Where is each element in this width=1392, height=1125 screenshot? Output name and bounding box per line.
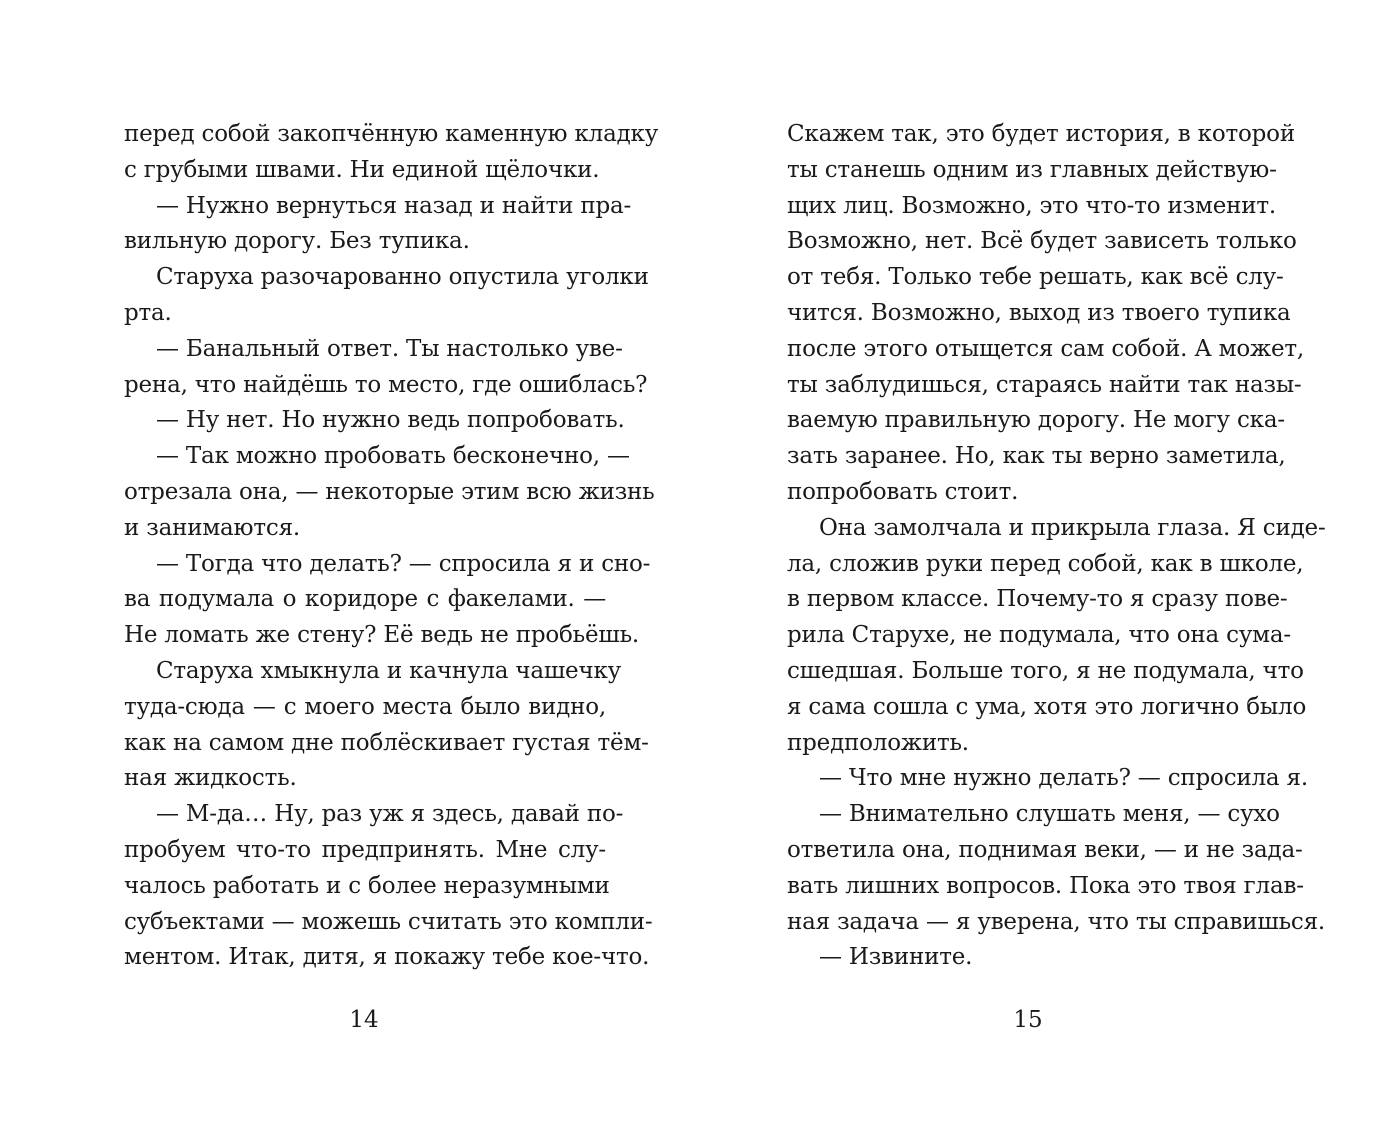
text-line: сшедшая. Больше того, я не подумала, что	[787, 657, 1304, 684]
text-line: субъектами — можешь считать это компли-	[124, 908, 653, 935]
text-line: Старуха разочарованно опустила уголки	[156, 264, 649, 291]
left-page	[124, 117, 659, 1017]
text-line: вать лишних вопросов. Пока это твоя глав-	[787, 872, 1304, 899]
text-line: — Извините.	[819, 944, 973, 971]
left-page-text	[124, 117, 659, 976]
text-line: ты станешь одним из главных действую-	[787, 156, 1277, 183]
text-line: рена, что найдёшь то место, где ошиблась?	[124, 371, 648, 398]
right-page	[787, 117, 1326, 1017]
text-line: Скажем так, это будет история, в которой	[787, 121, 1295, 147]
text-line: ная жидкость.	[124, 765, 297, 792]
text-line: — Тогда что делать? — спросила я и сно-	[156, 550, 651, 577]
text-line: — Нужно вернуться назад и найти пра-	[156, 192, 632, 219]
text-line: ты заблудишься, стараясь найти так назы-	[787, 371, 1302, 398]
text-line: Она замолчала и прикрыла глаза. Я сиде-	[819, 514, 1326, 541]
text-line: — Внимательно слушать меня, — сухо	[819, 801, 1280, 828]
text-line: Старуха хмыкнула и качнула чашечку	[156, 657, 621, 684]
text-line: ва подумала о коридоре с факелами. —	[124, 586, 606, 613]
text-line: как на самом дне поблёскивает густая тём-	[124, 729, 649, 756]
text-line: Не ломать же стену? Её ведь не пробьёшь.	[124, 622, 640, 649]
text-line: Возможно, нет. Всё будет зависеть только	[787, 228, 1297, 255]
text-line: — Ну нет. Но нужно ведь попробовать.	[156, 407, 625, 434]
text-line: — М-да… Ну, раз уж я здесь, давай по-	[156, 801, 624, 828]
text-line: я сама сошла с ума, хотя это логично было	[787, 693, 1307, 720]
right-page-text	[787, 117, 1326, 976]
text-line: туда-сюда — с моего места было видно,	[124, 693, 606, 720]
text-line: в первом классе. Почему-то я сразу пове-	[787, 586, 1288, 613]
text-line: отрезала она, — некоторые этим всю жизнь	[124, 478, 655, 505]
left-page-number: 14	[349, 1007, 379, 1033]
text-line: рила Старухе, не подумала, что она сума-	[787, 622, 1291, 649]
text-line: ментом. Итак, дитя, я покажу тебе кое-что.	[124, 944, 650, 971]
text-line: попробовать стоит.	[787, 478, 1019, 505]
right-page-number: 15	[1013, 1007, 1043, 1033]
text-line: вильную дорогу. Без тупика.	[124, 228, 470, 255]
text-line: чалось работать и с более неразумными	[124, 872, 610, 899]
text-line: ная задача — я уверена, что ты справишься.	[787, 908, 1326, 935]
text-line: щих лиц. Возможно, это что-то изменит.	[787, 192, 1277, 219]
text-line: — Банальный ответ. Ты настолько уве-	[156, 335, 623, 362]
text-line: ответила она, поднимая веки, — и не зада-	[787, 836, 1303, 863]
text-line: — Что мне нужно делать? — спросила я.	[819, 765, 1308, 792]
text-line: после этого отыщется сам собой. А может,	[787, 335, 1304, 362]
text-line: от тебя. Только тебе решать, как всё слу-	[787, 264, 1284, 291]
text-line: рта.	[124, 299, 172, 326]
text-line: ваемую правильную дорогу. Не могу ска-	[787, 407, 1285, 434]
text-line: — Так можно пробовать бесконечно, —	[156, 443, 630, 470]
text-line: предположить.	[787, 729, 969, 756]
text-line: ла, сложив руки перед собой, как в школе,	[787, 550, 1304, 577]
text-line: перед собой закопчённую каменную кладку	[124, 121, 659, 147]
text-line: и занимаются.	[124, 514, 301, 541]
text-line: чится. Возможно, выход из твоего тупика	[787, 299, 1291, 326]
text-line: с грубыми швами. Ни единой щёлочки.	[124, 156, 600, 183]
text-line: пробуем что-то предпринять. Мне слу-	[124, 836, 606, 863]
text-line: зать заранее. Но, как ты верно заметила,	[787, 443, 1286, 470]
